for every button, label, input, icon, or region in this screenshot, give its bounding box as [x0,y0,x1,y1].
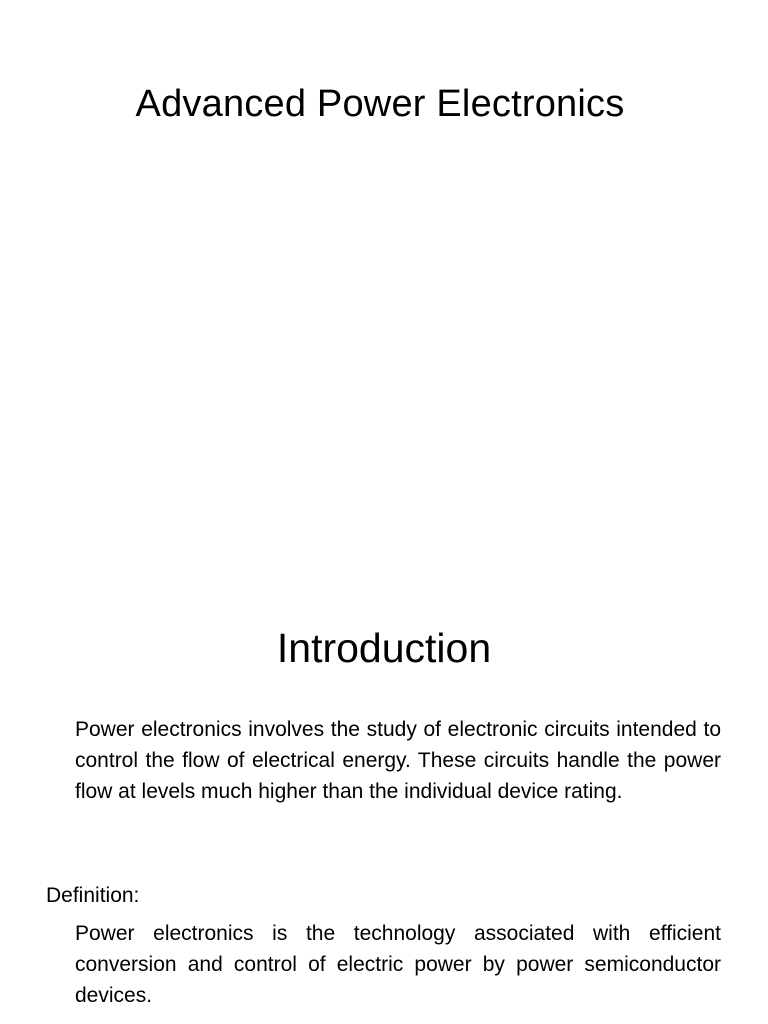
intro-paragraph: Power electronics involves the study of electronic circuits intended to control the flow of electrical energy. These circuits handle the power flow at levels much higher than the individual device rating. [75,718,721,803]
slide-heading: Introduction [276,625,492,671]
definition-text: Power electronics is the technology associated with efficient conversion and control of electric power by power semiconductor devices. [75,922,721,1007]
presentation-title: Advanced Power Electronics [135,83,625,125]
definition-label: Definition: [46,884,140,907]
slide-introduction [0,576,768,1024]
